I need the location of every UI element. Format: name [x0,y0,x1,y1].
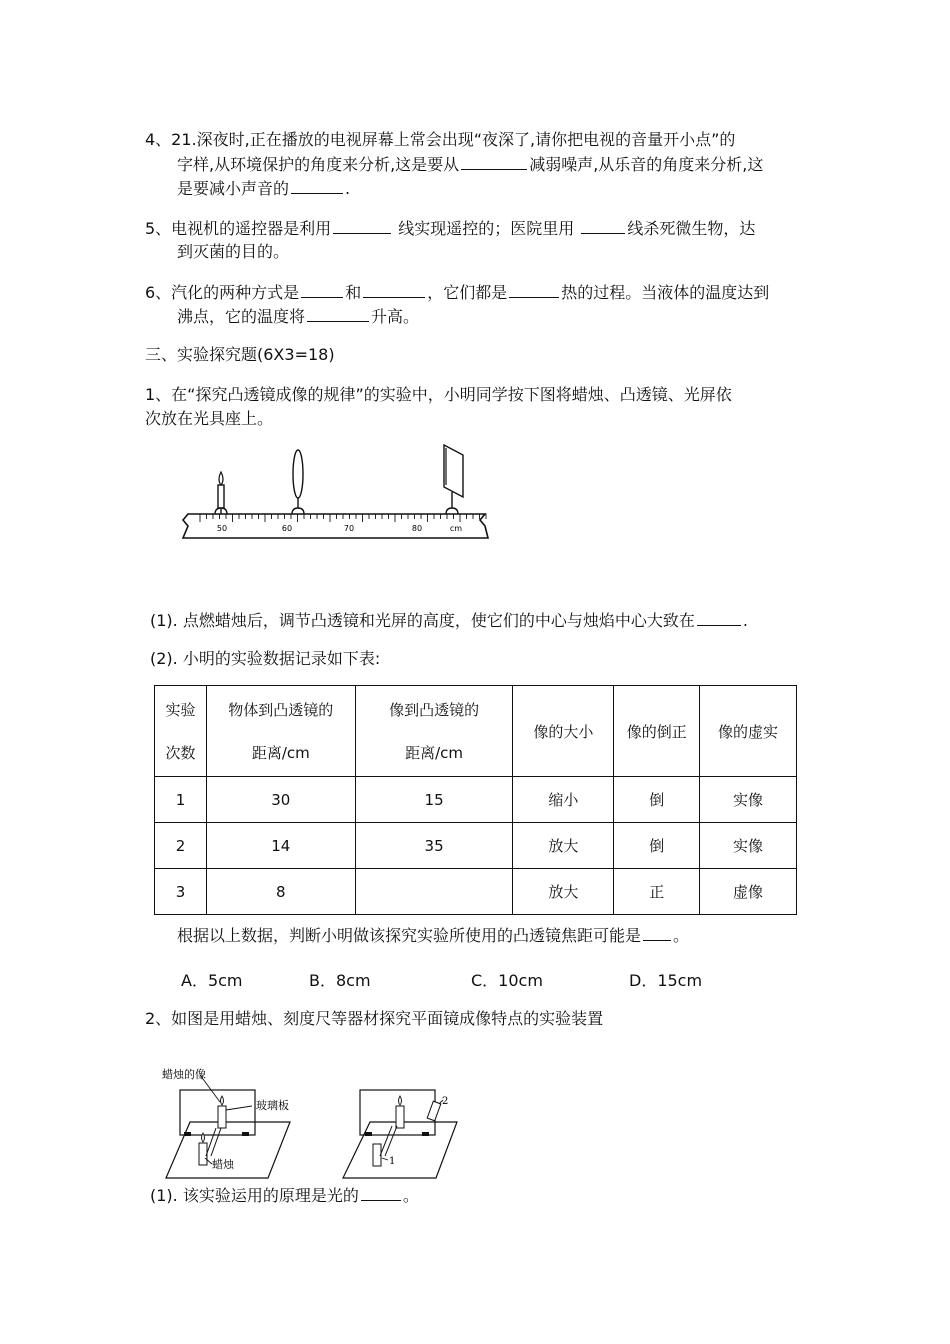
answer-blank [509,281,559,298]
q5-line-2: 到灭菌的目的。 [177,242,290,261]
judge-end: 。 [673,926,690,945]
p1-sub-1-text: (1). 点燃蜡烛后，调节凸透镜和光屏的高度，使它们的中心与烛焰中心大致在 [150,611,695,630]
p1-sub-1-end: . [742,611,748,630]
q6-text-b: 和 [345,283,362,302]
table-cell: 倒 [614,777,700,823]
table-header-cell: 像的倒正 [614,686,700,777]
section-heading: 三、实验探究题(6X3=18) [145,345,335,364]
p2-line-1: 2、如图是用蜡烛、刻度尺等器材探究平面镜成像特点的实验装置 [145,1009,604,1028]
table-cell: 1 [155,777,207,823]
ruler [183,514,488,538]
q6-line-2 [177,305,419,328]
mirror-setup-left [162,1067,290,1178]
table-cell: 8 [206,869,355,915]
table-cell: 放大 [513,869,614,915]
answer-blank [643,924,671,941]
q6-text-f: 升高。 [371,307,420,326]
table-header-cell: 像的大小 [513,686,614,777]
ruler-label-70: 70 [343,524,355,533]
table-cell: 倒 [614,823,700,869]
q4-text-d: . [345,179,351,198]
table-row [155,823,797,869]
q4-line-1: 4、21.深夜时,正在播放的电视屏幕上常会出现“夜深了,请你把电视的音量开小点”的 [145,130,736,149]
ruler-label-50: 50 [216,524,228,533]
answer-blank [697,609,741,626]
optical-bench-figure [180,440,495,550]
table-header-row [155,686,797,777]
table-header-cell: 物体到凸透镜的 距离/cm [206,686,355,777]
answer-blank [581,217,625,234]
q4-text-b: 减弱噪声,从乐音的角度来分析,这 [529,155,764,174]
p1-line-1: 1、在“探究凸透镜成像的规律”的实验中，小明同学按下图将蜡烛、凸透镜、光屏依 [145,385,732,404]
answer-blank [301,281,343,298]
table-header-cell: 实验 次数 [155,686,207,777]
table-cell: 虚像 [700,869,797,915]
q4-text-c: 是要减小声音的 [177,179,290,198]
table-cell: 2 [155,823,207,869]
answer-blank [291,177,343,194]
p1-sub-1 [150,609,748,632]
q6-line-1 [145,281,769,304]
ruler-label-60: 60 [281,524,293,533]
label-2: 2 [442,1096,449,1107]
q4-line-2 [177,153,763,176]
q5-text-c: 线杀死微生物，达 [627,219,756,238]
option-d: D．15cm [629,971,703,990]
candle-label: 蜡烛 [212,1158,234,1171]
p2-sub-1-text: (1). 该实验运用的原理是光的 [150,1186,359,1205]
p2-sub-1 [150,1184,419,1207]
table-cell: 30 [206,777,355,823]
table-cell: 35 [355,823,513,869]
table-cell: 缩小 [513,777,614,823]
table-row [155,869,797,915]
plane-mirror-figure [160,1060,460,1185]
ruler-label-80: 80 [411,524,423,533]
glass-plate-label: 玻璃板 [256,1099,289,1112]
q6-text-a: 6、汽化的两种方式是 [145,283,300,302]
convex-lens-icon [293,450,303,508]
option-b: B．8cm [309,971,371,990]
p1-sub-2: (2). 小明的实验数据记录如下表: [150,649,381,668]
table-cell: 正 [614,869,700,915]
table-header-cell: 像到凸透镜的 距离/cm [355,686,513,777]
table-cell: 14 [206,823,355,869]
q5-text-a: 5、电视机的遥控器是利用 [145,219,332,238]
ruler-label-cm: cm [449,524,463,533]
answer-blank [333,217,391,234]
table-cell: 放大 [513,823,614,869]
table-cell: 15 [355,777,513,823]
q6-text-d: 热的过程。当液体的温度达到 [561,283,770,302]
label-1: 1 [389,1156,396,1167]
answer-blank [361,1184,401,1201]
table-row [155,777,797,823]
q4-text-a: 字样,从环境保护的角度来分析,这是要从 [177,155,460,174]
q5-text-b: 线实现遥控的；医院里用 [393,219,580,238]
experiment-data-table [154,685,797,915]
table-cell: 实像 [700,823,797,869]
light-screen-icon [444,445,463,508]
mirror-image-label: 蜡烛的像 [162,1068,206,1081]
p2-sub-1-end: 。 [402,1186,419,1205]
answer-blank [461,153,527,170]
judge-line [177,924,689,947]
table-cell [355,869,513,915]
table-cell: 3 [155,869,207,915]
answer-blank [363,281,425,298]
option-c: C．10cm [471,971,543,990]
judge-text: 根据以上数据，判断小明做该探究实验所使用的凸透镜焦距可能是 [177,926,642,945]
q4-line-3 [177,177,350,200]
p1-line-2: 次放在光具座上。 [145,409,274,428]
table-cell: 实像 [700,777,797,823]
q6-text-e: 沸点，它的温度将 [177,307,306,326]
option-a: A．5cm [181,971,243,990]
answer-blank [307,305,369,322]
q6-text-c: ，它们都是 [427,283,508,302]
table-header-cell: 像的虚实 [700,686,797,777]
mirror-setup-right [343,1090,457,1178]
q5-line-1 [145,217,755,240]
